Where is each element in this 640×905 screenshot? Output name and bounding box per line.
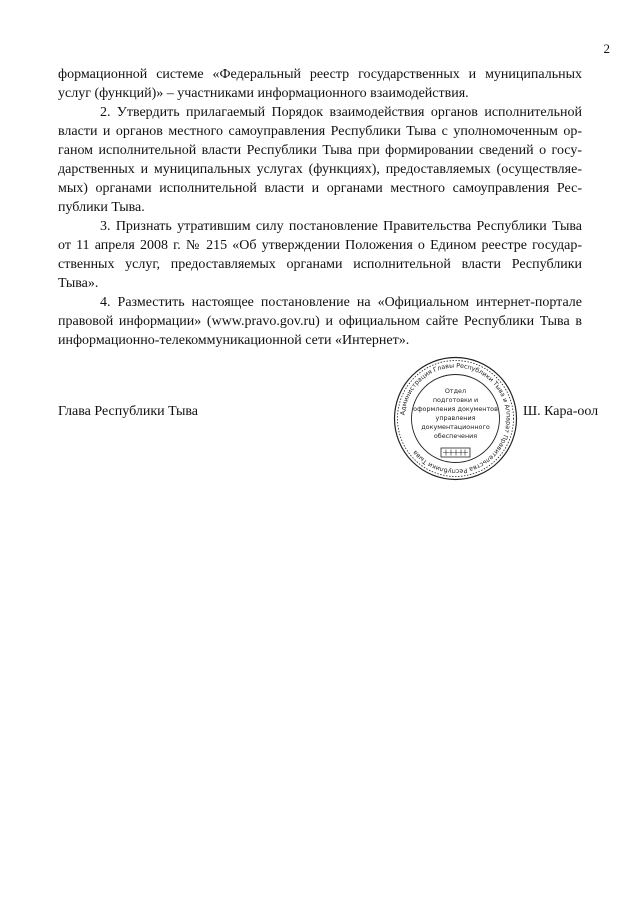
- paragraph-2: 2. Утвердить прилагаемый Порядок взаимодействия органов исполнительной власти и органов местного самоуправления Республики Тыва с уполномоченным органом исполнительной власти Республики Тыва при формировании сведений о государственных и муниципальных услугах (функциях), предоставляемых (осуществляемых) органами исполнительной власти и органами местного самоуправления Республики Тыва.: [58, 105, 582, 215]
- seal-line-1: Отдел: [444, 387, 467, 395]
- paragraph-3: 3. Признать утратившим силу постановление Правительства Республики Тыва от 11 апреля 2008 г. № 215 «Об утверждении Положения о Едином реестре государственных услуг, предоставляемых органами исполнительной власти Республики Тыва».: [58, 219, 582, 291]
- page-number: 2: [603, 41, 610, 56]
- seal-emblem: [441, 448, 470, 457]
- paragraph-4: 4. Разместить настоящее постановление на «Официальном интернет-портале правовой информации» (www.pravo.gov.ru) и официальном сайте Республики Тыва в информационно-телекоммуникационной сети «Интернет».: [58, 295, 582, 348]
- signatory-title: Глава Республики Тыва: [58, 404, 199, 419]
- seal-ring-text: Администрация Главы Республики Тыва и Аппарат Правительства Республики Тыва: [399, 362, 512, 475]
- seal-line-6: обеспечения: [433, 432, 478, 440]
- official-seal-stamp: [393, 356, 518, 481]
- seal-line-2: подготовки и: [432, 396, 479, 404]
- signatory-name: Ш. Кара-оол: [523, 404, 599, 419]
- paragraph-1-continuation: формационной системе «Федеральный реестр государственных и муниципальных услуг (функций)» – участниками информационного взаимодействия.: [58, 67, 582, 101]
- document-body: [58, 65, 582, 350]
- seal-line-5: документационного: [421, 423, 490, 431]
- seal-line-4: управления: [435, 414, 476, 422]
- seal-line-3: оформления документов: [413, 405, 498, 413]
